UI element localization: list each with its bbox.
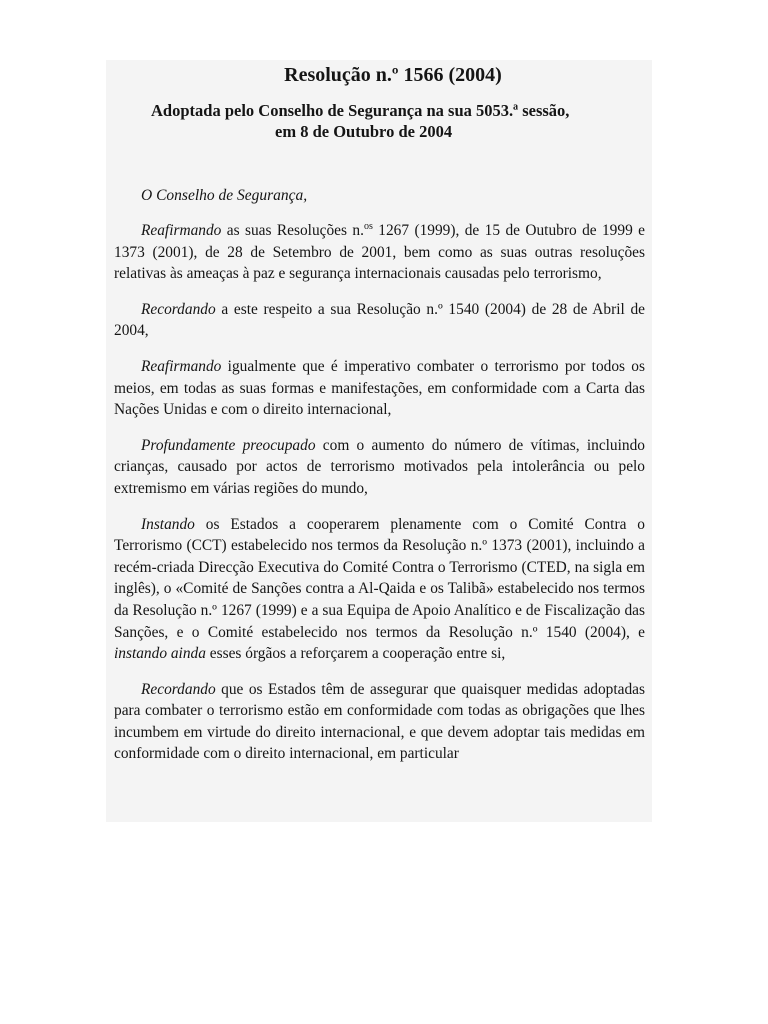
paragraph-text: com o aumento do número de vítimas, incluindo crianças, causado por actos de terrorismo motivados pela intolerância ou pelo extremismo em várias regiões do mundo, — [114, 436, 645, 497]
paragraph-reafirmando-1 — [114, 220, 645, 285]
resolution-document — [114, 62, 646, 765]
paragraph-text: que os Estados têm de assegurar que quaisquer medidas adoptadas para combater o terrorismo estão em conformidade com todas as obrigações que lhes incumbem em virtude do direito internacional, e que devem adoptar tais medidas em conformidade com o direito internacional, em particular — [114, 680, 645, 763]
paragraph-preocupado — [114, 435, 645, 500]
paragraph-lead: Profundamente preocupado — [141, 436, 316, 454]
paragraph-reafirmando-2 — [114, 356, 645, 421]
document-title: Resolução n.º 1566 (2004) — [284, 64, 502, 86]
paragraph-lead: Recordando — [141, 680, 216, 698]
paragraph-lead: Reafirmando — [141, 357, 222, 375]
document-subtitle — [151, 100, 645, 142]
paragraph-lead: Instando — [141, 515, 195, 533]
superscript: os — [363, 220, 373, 232]
paragraph-text: a este respeito a sua Resolução n.º 1540 (2004) de 28 de Abril de 2004, — [114, 300, 645, 340]
paragraph-text: as suas Resoluções n. — [221, 222, 364, 239]
paragraph-text: igualmente que é imperativo combater o terrorismo por todos os meios, em todas as suas formas e manifestações, em conformidade com a Carta das Nações Unidas e com o direito internacional, — [114, 357, 645, 419]
paragraph-lead: Recordando — [141, 300, 216, 318]
paragraph-text: esses órgãos a reforçarem a cooperação entre si, — [205, 645, 506, 663]
paragraph-instando — [114, 514, 645, 665]
paragraph-italic-phrase: instando ainda — [114, 645, 206, 663]
paragraph-recordando-1 — [114, 299, 645, 342]
subtitle-line-2: em 8 de Outubro de 2004 — [275, 122, 453, 141]
council-heading: O Conselho de Segurança, — [141, 187, 308, 204]
paragraph-recordando-2 — [114, 679, 645, 765]
paragraph-text: os Estados a cooperarem plenamente com o Comité Contra o Terrorismo (CCT) estabelecido nos termos da Resolução n.º 1373 (2001), incluindo a recém-criada Direcção Executiva do Comité Contra o Terrorismo (CTED, na sigla em inglês), o «Comité de Sanções contra a Al-Qaida e os Talibã» estabelecido nos termos da Resolução n.º 1267 (1999) e a sua Equipa de Apoio Analítico e de Fiscalização das Sanções, e o Comité estabelecido nos termos da Resolução n.º 1540 (2004), e — [114, 515, 645, 641]
paragraph-lead: Reafirmando — [141, 222, 222, 239]
paragraph-text: 1267 (1999), de 15 de Outubro de 1999 e 1373 (2001), de 28 de Setembro de 2001, bem como as suas outras resoluções relativas às ameaças à paz e segurança internacionais causadas pelo terrorismo, — [114, 222, 646, 283]
subtitle-line-1: Adoptada pelo Conselho de Segurança na sua 5053.ª sessão, — [151, 101, 570, 120]
